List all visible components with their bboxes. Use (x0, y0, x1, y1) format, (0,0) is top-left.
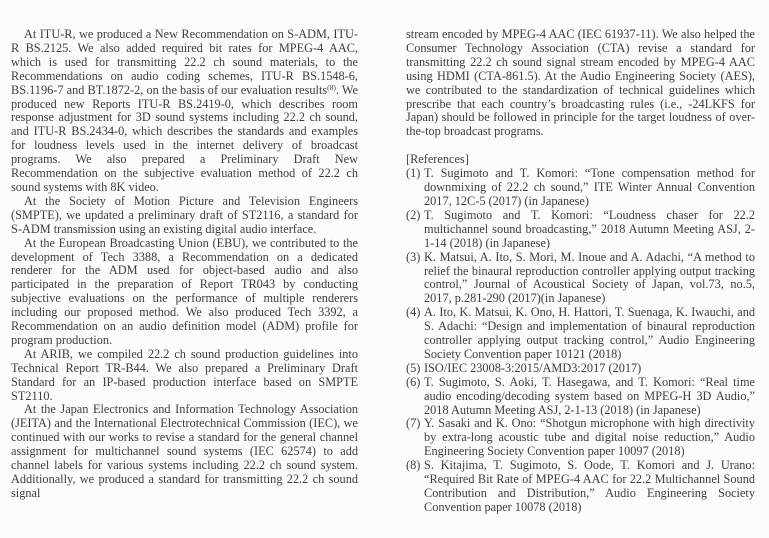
reference-item-6 (406, 376, 755, 418)
paragraph-text: . We produced new Reports ITU-R BS.2419-0, which describes room response adjustment for 3D sound systems including 22.2 ch sound, and ITU-R BS.2434-0, which describes the standards and examples for loudness levels used in the internet delivery of broadcast programs. We also prepared a Preliminary Draft New Recommendation on the subjective evaluation method of 22.2 ch sound systems with 8K video. (11, 82, 358, 194)
reference-number: (6) (406, 374, 421, 389)
reference-number: (3) (406, 249, 421, 264)
paragraph-smpte: At the Society of Motion Picture and Television Engineers (SMPTE), we updated a preliminary draft of ST2116, a standard for S-ADM transmission using an existing digital audio interface. (11, 193, 358, 236)
reference-item-3 (406, 251, 755, 307)
reference-item-8 (406, 459, 755, 515)
reference-number: (8) (406, 458, 421, 473)
paragraph-itu-r (11, 28, 358, 195)
paragraph-continuation: stream encoded by MPEG-4 AAC (IEC 61937-11). We also helped the Consumer Technology Association (CTA) revise a standard for transmitting 22.2 ch sound signal stream encoded by MPEG-4 AAC using HDMI (CTA-861.5). At the Audio Engineering Society (AES), we contributed to the standardization of technical guidelines which prescribe that each country’s broadcasting rules (i.e., -24LKFS for Japan) should be followed in principle for the target loudness of over-the-top broadcast programs. (406, 27, 755, 139)
left-column (11, 28, 358, 532)
paragraph-jeita-iec: At the Japan Electronics and Information Technology Association (JEITA) and the International Electrotechnical Commission (IEC), we continued with our works to revise a standard for the general channel assignment for multichannel sound systems (IEC 62574) to add channel labels for various systems including 22.2 ch sound system. Additionally, we produced a standard for transmitting 22.2 ch sound signal (11, 402, 358, 500)
reference-number: (1) (406, 166, 421, 181)
reference-text: A. Ito, K. Matsui, K. Ono, H. Hattori, T. Suenaga, K. Iwauchi, and S. Adachi: “Design and implementation of binaural reproduction controller applying output tracking control,” Audio Engineering Society Convention paper 10121 (2018) (424, 305, 755, 361)
reference-text: K. Matsui, A. Ito, S. Mori, M. Inoue and A. Adachi, “A method to relief the binaural reproduction controller applying output tracking control,” Journal of Acoustical Society of Japan, vol.73, no.5, 2017, p.281-290 (2017)(in Japanese) (424, 249, 755, 306)
reference-item-5 (406, 362, 755, 376)
reference-item-2 (406, 209, 755, 251)
reference-text: ISO/IEC 23008-3:2015/AMD3:2017 (2017) (424, 360, 642, 375)
reference-number: (7) (406, 416, 421, 431)
reference-number: (4) (406, 305, 421, 320)
reference-item-4 (406, 306, 755, 362)
reference-text: T. Sugimoto and T. Komori: “Tone compensation method for downmixing of 22.2 ch sound,” ITE Winter Annual Convention 2017, 12C-5 (2017) (in Japanese) (424, 166, 755, 208)
right-column (406, 28, 755, 532)
reference-item-1 (406, 167, 755, 209)
superscript-citation-8: (8) (327, 82, 336, 92)
reference-text: S. Kitajima, T. Sugimoto, S. Oode, T. Komori and J. Urano: “Required Bit Rate of MPEG-4 AAC for 22.2 Multichannel Sound Contribution and Distribution,” Audio Engineering Society Convention paper 10078 (2018) (424, 458, 755, 514)
references-heading: [References] (406, 152, 469, 167)
reference-number: (5) (406, 360, 421, 375)
references-list (406, 167, 755, 515)
reference-text: T. Sugimoto, S. Aoki, T. Hasegawa, and T. Komori: “Real time audio encoding/decoding system based on MPEG-H 3D Audio,” 2018 Autumn Meeting ASJ, 2-1-13 (2018) (in Japanese) (424, 374, 755, 417)
paragraph-ebu: At the European Broadcasting Union (EBU), we contributed to the development of Tech 3388, a Recommendation on a dedicated renderer for the ADM used for object-based audio and also participated in the preparation of Report TR043 by conducting subjective evaluations on the performance of multiple renderers including our proposed method. We also produced Tech 3392, a Recommendation on an audio definition model (ADM) profile for program production. (11, 235, 358, 347)
paragraph-text: At ITU-R, we produced a New Recommendation on S-ADM, ITU-R BS.2125. We also added required bit rates for MPEG-4 AAC, which is used for transmitting 22.2 ch sound materials, to the Recommendations on audio coding schemes, ITU-R BS.1548-6, BS.1196-7 and BT.1872-2, on the basis of our evaluation results (11, 27, 358, 97)
paragraph-arib: At ARIB, we compiled 22.2 ch sound production guidelines into Technical Report TR-B44. We also prepared a Preliminary Draft Standard for an IP-based production interface based on SMPTE ST2110. (11, 346, 358, 403)
reference-text: Y. Sasaki and K. Ono: “Shotgun microphone with high directivity by extra-long acoustic tube and digital noise reduction,” Audio Engineering Society Convention paper 10097 (2018) (424, 416, 755, 459)
reference-item-7 (406, 417, 755, 459)
reference-number: (2) (406, 207, 421, 222)
reference-text: T. Sugimoto and T. Komori: “Loudness chaser for 22.2 multichannel sound broadcasting,” 2018 Autumn Meeting ASJ, 2-1-14 (2018) (in Japanese) (424, 207, 755, 250)
